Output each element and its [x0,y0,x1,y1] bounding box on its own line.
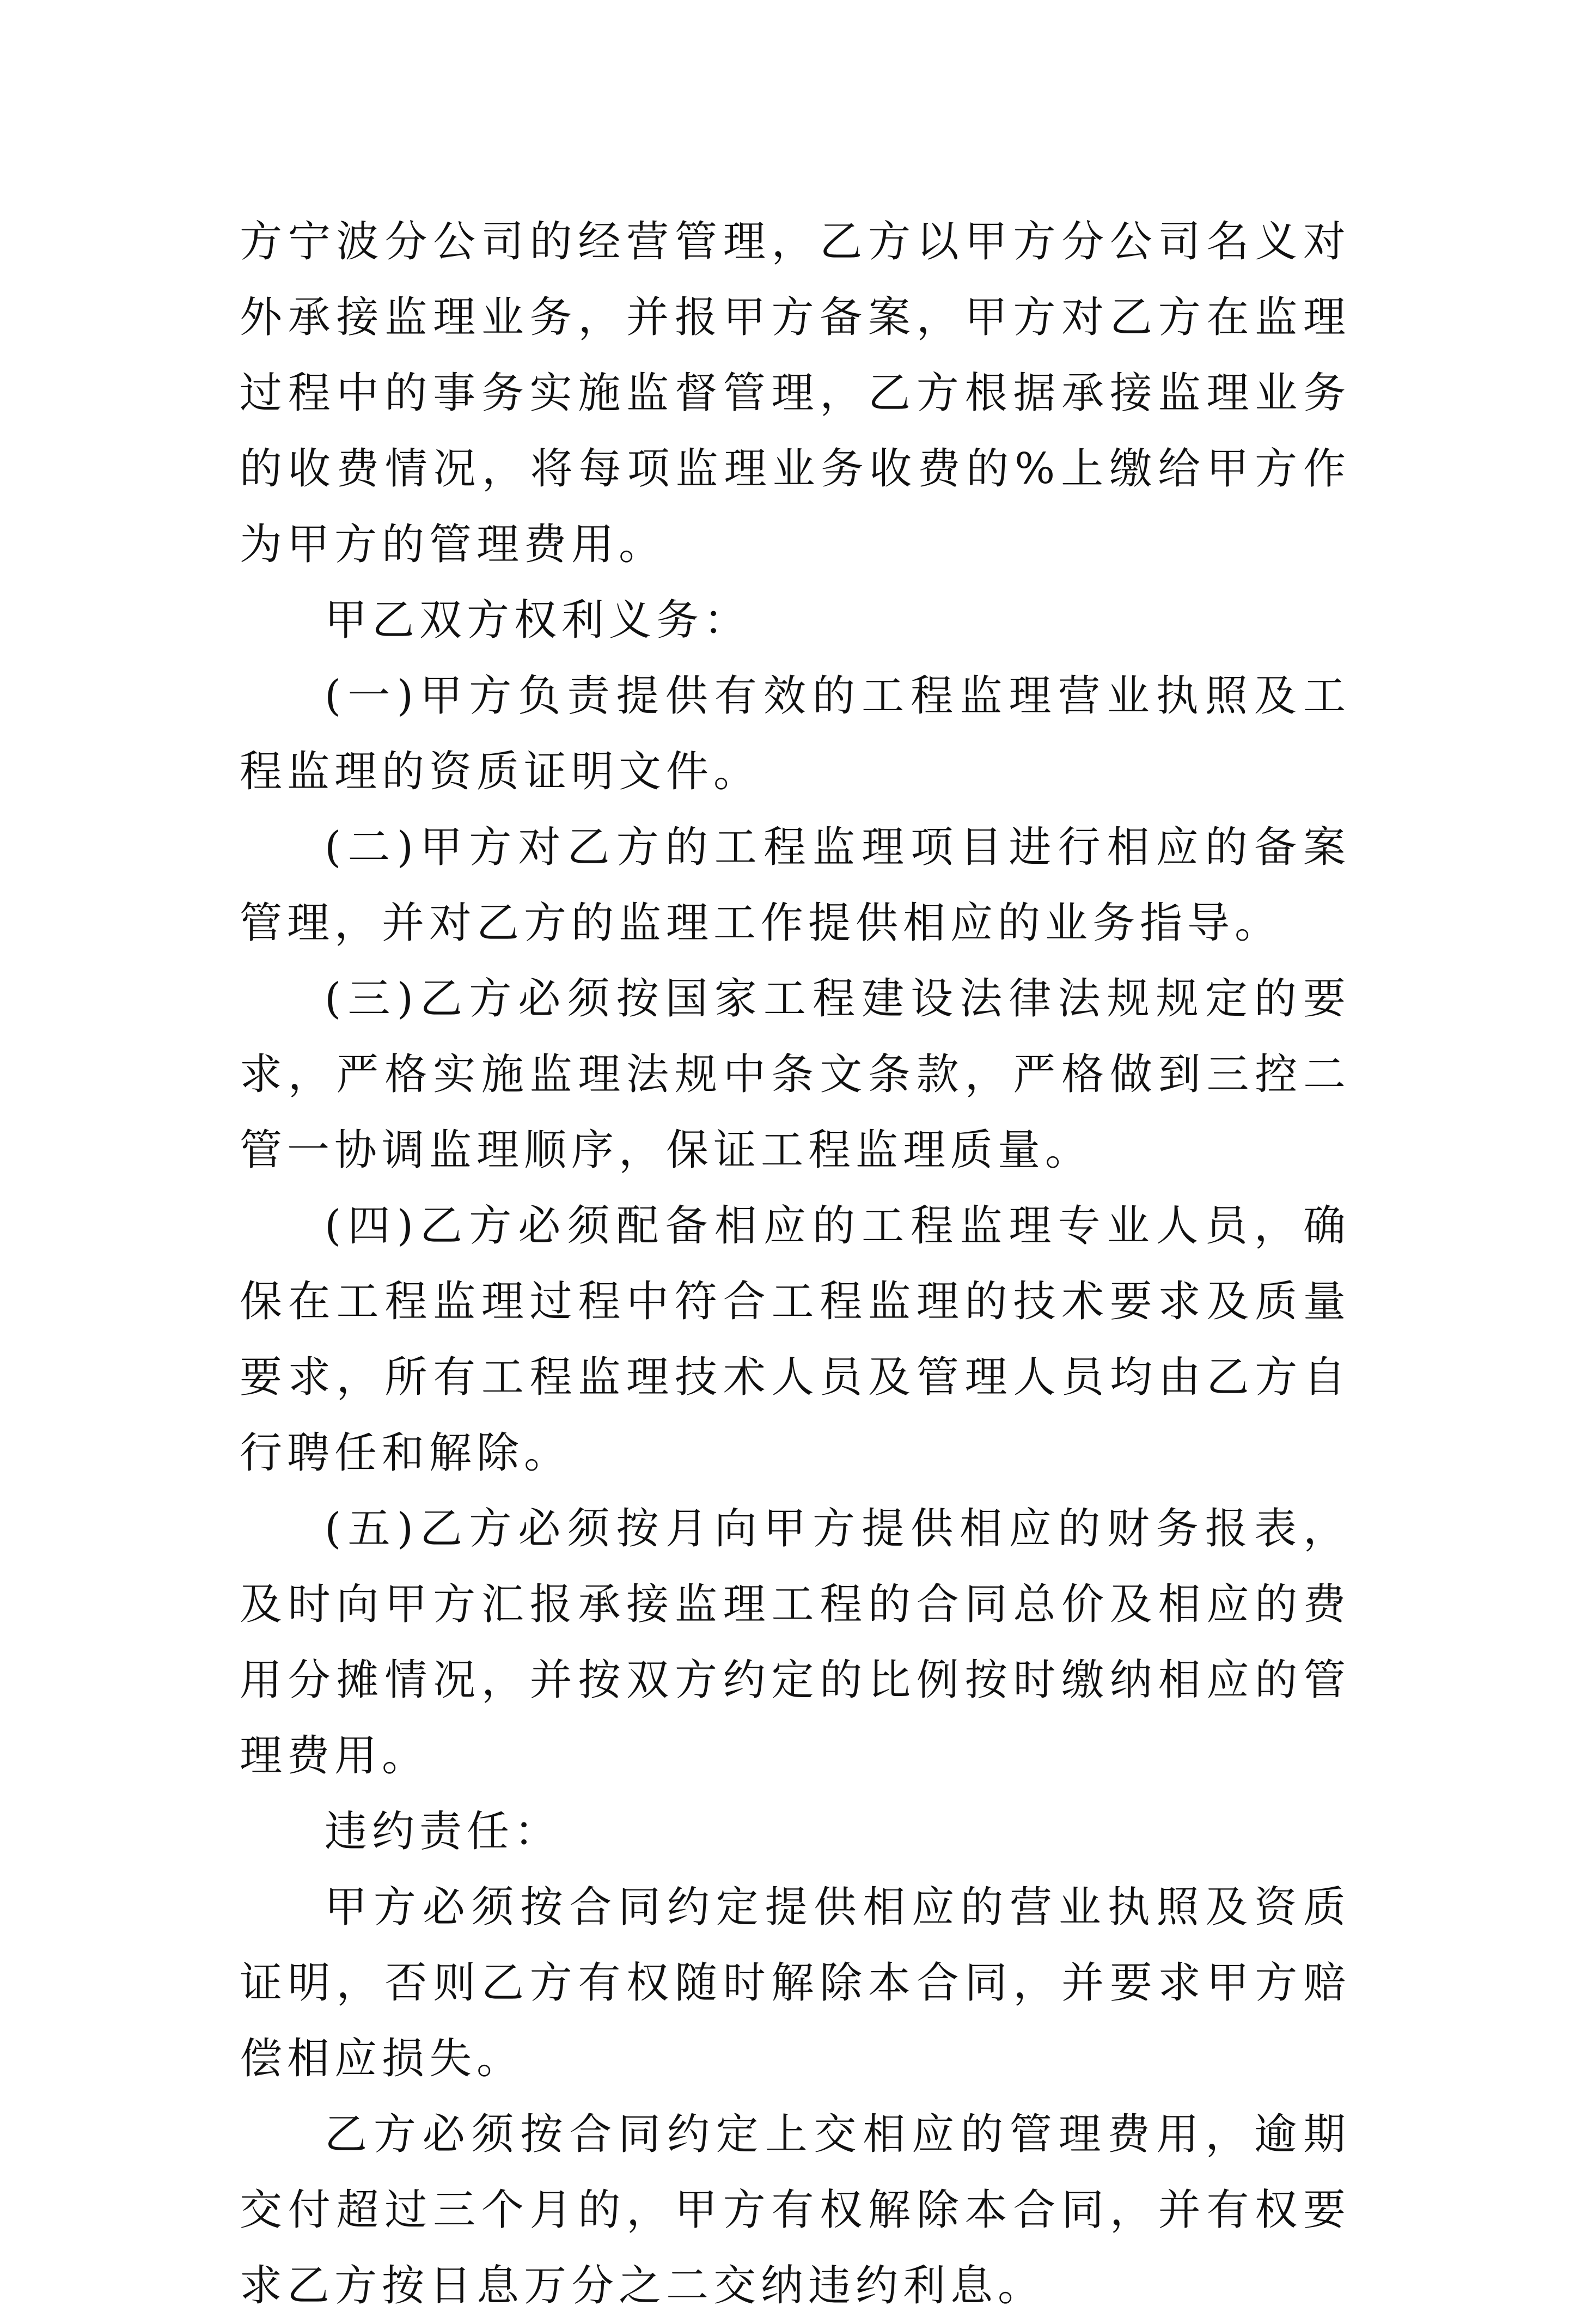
breach-party-a: 甲方必须按合同约定提供相应的营业执照及资质证明，否则乙方有权随时解除本合同，并要求甲方赔偿相应损失。 [240,1883,1351,2083]
clause-4: (四)乙方必须配备相应的工程监理专业人员，确保在工程监理过程中符合工程监理的技术要求及质量要求，所有工程监理技术人员及管理人员均由乙方自行聘任和解除。 [240,1201,1351,1478]
document-body [240,204,1351,2324]
heading-rights-obligations: 甲乙双方权利义务： [325,596,752,645]
clause-1: (一)甲方负责提供有效的工程监理营业执照及工程监理的资质证明文件。 [240,672,1351,796]
clause-5: (五)乙方必须按月向甲方提供相应的财务报表，及时向甲方汇报承接监理工程的合同总价及相应的费用分摊情况，并按双方约定的比例按时缴纳相应的管理费用。 [240,1504,1351,1780]
breach-party-b: 乙方必须按合同约定上交相应的管理费用，逾期交付超过三个月的，甲方有权解除本合同，并有权要求乙方按日息万分之二交纳违约利息。 [240,2110,1351,2310]
clause-2: (二)甲方对乙方的工程监理项目进行相应的备案管理，并对乙方的监理工作提供相应的业务指导。 [240,823,1351,948]
paragraph-continuation: 方宁波分公司的经营管理，乙方以甲方分公司名义对外承接监理业务，并报甲方备案，甲方对乙方在监理过程中的事务实施监督管理，乙方根据承接监理业务的收费情况，将每项监理业务收费的%上缴给甲方作为甲方的管理费用。 [240,217,1351,569]
clause-3: (三)乙方必须按国家工程建设法律法规规定的要求，严格实施监理法规中条文条款，严格做到三控二管一协调监理顺序，保证工程监理质量。 [240,974,1351,1175]
heading-breach-liability: 违约责任： [325,1807,562,1856]
